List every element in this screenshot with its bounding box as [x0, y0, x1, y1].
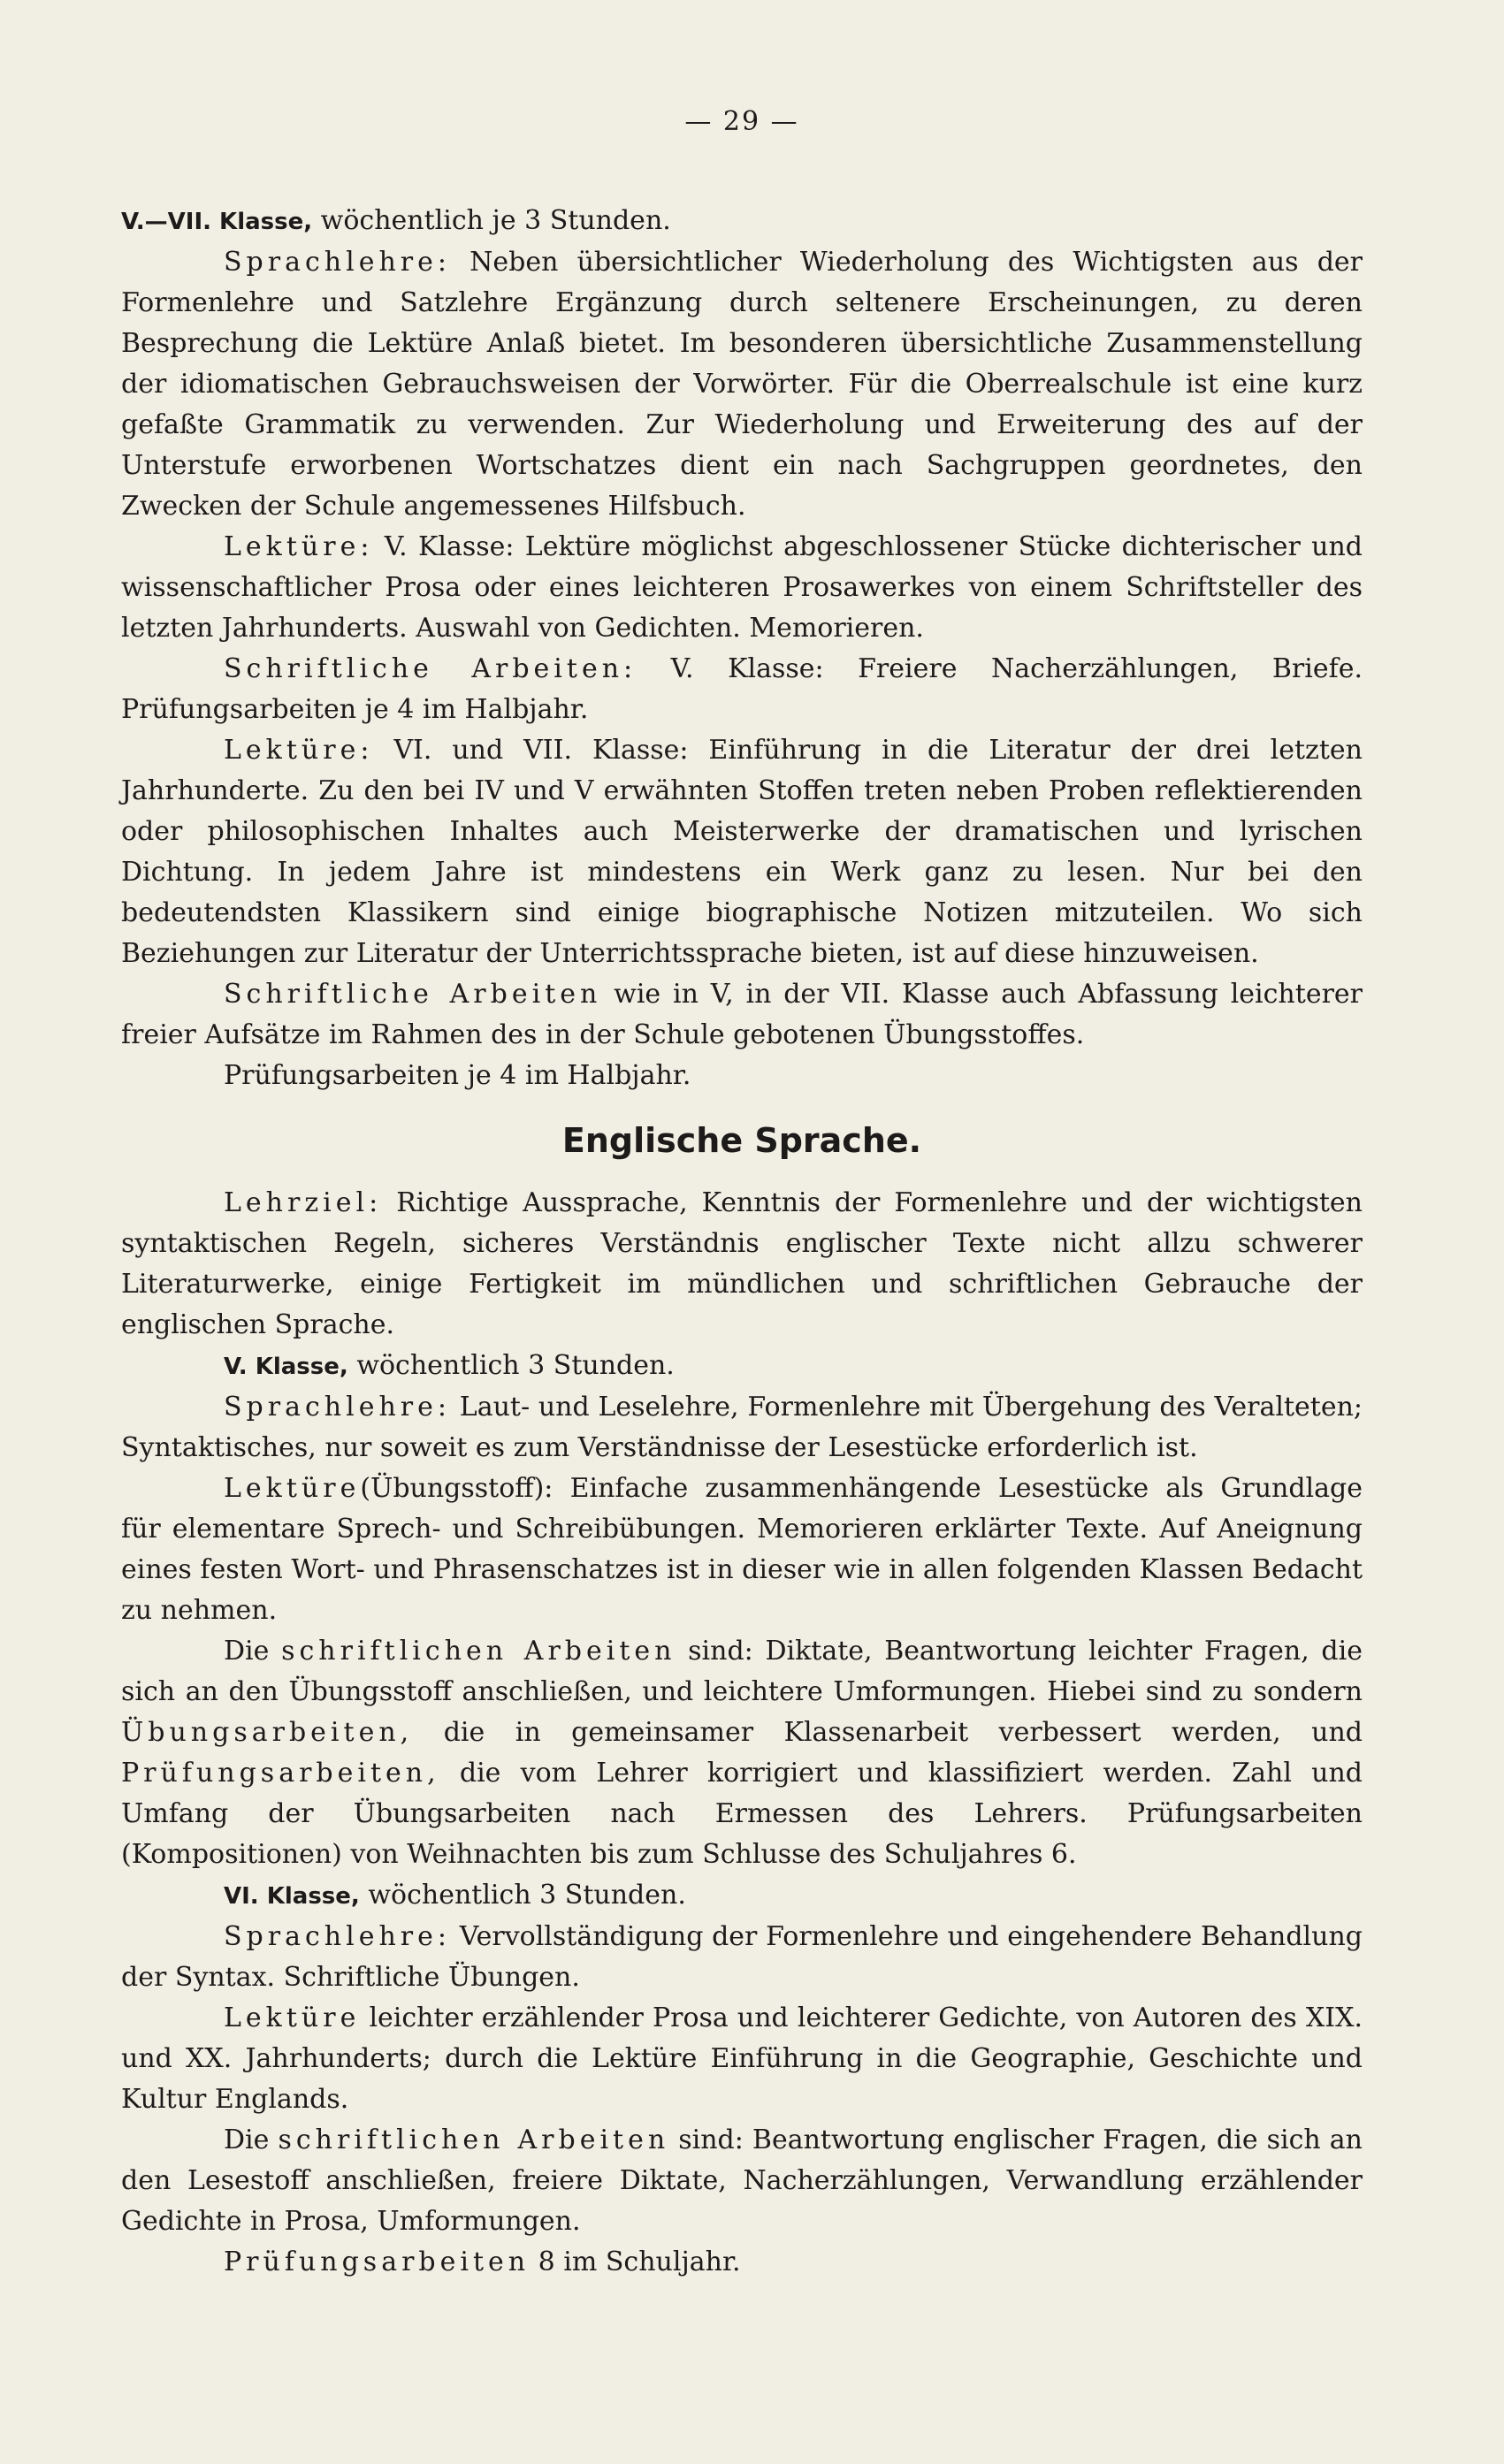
paragraph-text: leichter erzählender Prosa und leichterer Gedichte, von Autoren des XIX. und XX. Jahrhunderts; durch die Lektüre Einführung in die Geographie, Geschichte und Kultur Englands. — [121, 2002, 1363, 2115]
paragraph-lektuere-v — [121, 527, 1363, 649]
text-die: Die — [224, 1636, 270, 1667]
text-die: Die — [224, 2125, 270, 2155]
paragraph-lektuere-vi-vii — [121, 730, 1363, 974]
paragraph-schriftliche-v — [121, 649, 1363, 730]
term-paren: (Übungsstoff): — [360, 1473, 554, 1504]
class-hours: wöchentlich 3 Stunden. — [356, 1350, 675, 1381]
paragraph-text: Vervollständigung der Formenlehre und eingehendere Behandlung der Syntax. Schriftliche Übungen. — [121, 1921, 1363, 1993]
term-label: Lektüre: — [224, 531, 374, 562]
page-number: — 29 — — [684, 106, 799, 137]
paragraph-vi-lektuere — [121, 1998, 1363, 2120]
paragraph-text: sind: Beantwortung englischer Fragen, die sich an den Lesestoff anschließen, freiere Diktate, Nacherzählungen, Verwandlung erzählender Gedichte in Prosa, Umformungen. — [121, 2125, 1363, 2237]
paragraph-v-sprachlehre — [121, 1387, 1363, 1468]
class-label: VI. Klasse, — [224, 1883, 360, 1910]
term-label: Lektüre — [224, 2002, 361, 2033]
paragraph-text: V. Klasse: Lektüre möglichst abgeschlossener Stücke dichterischer und wissenschaftlicher Prosa oder eines leichteren Prosawerkes von einem Schriftsteller des letzten Jahrhunderts. Auswahl von Gedichten. Memorieren. — [121, 531, 1363, 644]
class-label: V.—VII. Klasse, — [121, 209, 313, 235]
paragraph-sprachlehre — [121, 242, 1363, 527]
paragraph-text: sind: Diktate, Beantwortung leichter Fragen, die sich an den Übungsstoff anschließen, und leichtere Umformungen. Hiebei sind zu sondern — [121, 1636, 1363, 1707]
class-hours: wöchentlich je 3 Stunden. — [320, 205, 671, 236]
term-label: Sprachlehre: — [224, 247, 451, 278]
paragraph-vi-pruefung — [121, 2242, 1363, 2283]
term-label: Lehrziel: — [224, 1187, 383, 1218]
paragraph-v-lektuere — [121, 1468, 1363, 1631]
paragraph-lehrziel — [121, 1183, 1363, 1346]
paragraph-v-arbeiten — [121, 1631, 1363, 1875]
term-label: Sprachlehre: — [224, 1392, 451, 1423]
paragraph-vi-arbeiten — [121, 2120, 1363, 2242]
term-label: Lektüre — [224, 1473, 361, 1504]
paragraph-text: VI. und VII. Klasse: Einführung in die Literatur der drei letzten Jahrhunderte. Zu den bei IV und V erwähnten Stoffen treten neben Proben reflektierenden oder philosophischen Inhaltes auch Meisterwerke der dramatischen und lyrischen Dichtung. In jedem Jahre ist mindestens ein Werk ganz zu lesen. Nur bei den bedeutendsten Klassikern sind einige biographische Notizen mitzuteilen. Wo sich Beziehungen zur Literatur der Unterrichtssprache bieten, ist auf diese hinzuweisen. — [121, 735, 1363, 969]
class-label: V. Klasse, — [224, 1354, 348, 1380]
class-heading-vi — [121, 1875, 1363, 1917]
term-label: schriftlichen Arbeiten — [281, 1636, 676, 1667]
paragraph-vi-sprachlehre — [121, 1917, 1363, 1998]
paragraph-text: Richtige Aussprache, Kenntnis der Formenlehre und der wichtigsten syntaktischen Regeln, sicheres Verständnis englischer Texte nicht allzu schwerer Literaturwerke, einige Fertigkeit im mündlichen und schriftlichen Gebrauche der englischen Sprache. — [121, 1187, 1363, 1340]
paragraph-text: wie in V, in der VII. Klasse auch Abfassung leichterer freier Aufsätze im Rahmen des in der Schule gebotenen Übungsstoffes. — [121, 979, 1363, 1050]
term-label: Prüfungsarbeiten — [224, 2247, 531, 2277]
paragraph-pruefung-vi-vii: Prüfungsarbeiten je 4 im Halbjahr. — [224, 1060, 691, 1091]
term-label: Schriftliche Arbeiten: — [224, 653, 637, 684]
paragraph-text: 8 im Schuljahr. — [538, 2247, 741, 2277]
paragraph-text: Laut- und Leselehre, Formenlehre mit Übergehung des Veralteten; Syntaktisches, nur soweit es zum Verständnisse der Lesestücke erforderlich ist. — [121, 1392, 1363, 1463]
term-label: schriftlichen Arbeiten — [278, 2125, 670, 2155]
section-heading-englisch: Englische Sprache. — [561, 1121, 922, 1160]
term-uebungsarbeiten: Übungsarbeiten, — [121, 1717, 414, 1748]
paragraph-schriftliche-vi-vii — [121, 974, 1363, 1056]
term-label: Lektüre: — [224, 735, 374, 766]
term-pruefungsarbeiten: Prüfungsarbeiten, — [121, 1758, 440, 1789]
paragraph-text: die vom Lehrer korrigiert und klassifiziert werden. Zahl und Umfang der Übungsarbeiten nach Ermessen des Lehrers. Prüfungsarbeiten (Kompositionen) von Weihnachten bis zum Schlusse des Schuljahres 6. — [121, 1758, 1363, 1870]
term-label: Sprachlehre: — [224, 1921, 451, 1952]
term-label: Schriftliche Arbeiten — [224, 979, 602, 1010]
paragraph-text: V. Klasse: Freiere Nacherzählungen, Briefe. Prüfungsarbeiten je 4 im Halbjahr. — [121, 653, 1363, 725]
paragraph-text: Neben übersichtlicher Wiederholung des Wichtigsten aus der Formenlehre und Satzlehre Ergänzung durch seltenere Erscheinungen, zu deren Besprechung die Lektüre Anlaß bietet. Im besonderen übersichtliche Zusammenstellung der idiomatischen Gebrauchsweisen der Vorwörter. Für die Oberrealschule ist eine kurz gefaßte Grammatik zu verwenden. Zur Wiederholung und Erweiterung des auf der Unterstufe erworbenen Wortschatzes dient ein nach Sachgruppen geordnetes, den Zwecken der Schule angemessenes Hilfsbuch. — [121, 247, 1363, 522]
class-hours: wöchentlich 3 Stunden. — [368, 1880, 686, 1911]
paragraph-text: die in gemeinsamer Klassenarbeit verbessert werden, und — [443, 1717, 1363, 1748]
class-heading-v — [121, 1346, 1363, 1387]
paragraph-text: Einfache zusammenhängende Lesestücke als Grundlage für elementare Sprech- und Schreibübungen. Memorieren erklärter Texte. Auf Aneignung eines festen Wort- und Phrasenschatzes ist in dieser wie in allen folgenden Klassen Bedacht zu nehmen. — [121, 1473, 1363, 1626]
class-heading-v-vii — [121, 201, 1363, 242]
